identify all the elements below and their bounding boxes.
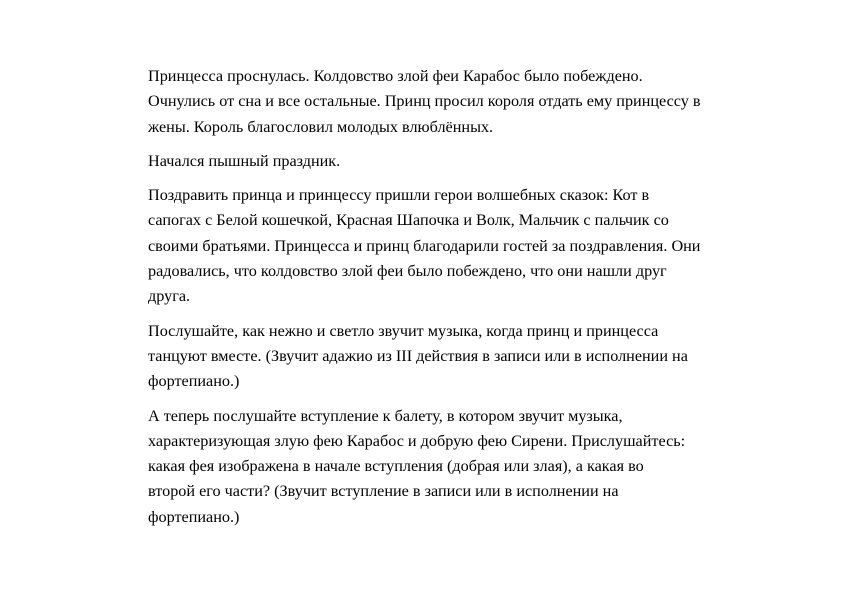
paragraph-adagio: Послушайте, как нежно и светло звучит музыка, когда принц и принцесса танцуют вместе. (Звучит адажио из III действия в записи или в исполнении на фортепиано.)	[148, 321, 688, 391]
paragraph-guests: Поздравить принца и принцессу пришли герои волшебных сказок: Кот в сапогах с Белой кошечкой, Красная Шапочка и Волк, Мальчик с пальчик со своими братьями. Принцесса и принц благодарили гостей за поздравления. Они радовались, что колдовство злой феи было побеждено, что они нашли друг друга.	[148, 186, 701, 306]
paragraph-introduction: А теперь послушайте вступление к балету, в котором звучит музыка, характеризующая злую фею Карабос и добрую фею Сирени. Прислушайтесь: какая фея изображена в начале вступления (добрая или злая), а какая во второй его части? (Звучит вступление в записи или в исполнении на фортепиано.)	[148, 406, 686, 526]
paragraph-celebration: Начался пышный праздник.	[148, 151, 341, 170]
paragraph-awakening: Принцесса проснулась. Колдовство злой феи Карабос было побеждено. Очнулись от сна и все остальные. Принц просил короля отдать ему принцессу в жены. Король благословил молодых влюблённых.	[148, 67, 701, 136]
text-body	[148, 64, 788, 539]
